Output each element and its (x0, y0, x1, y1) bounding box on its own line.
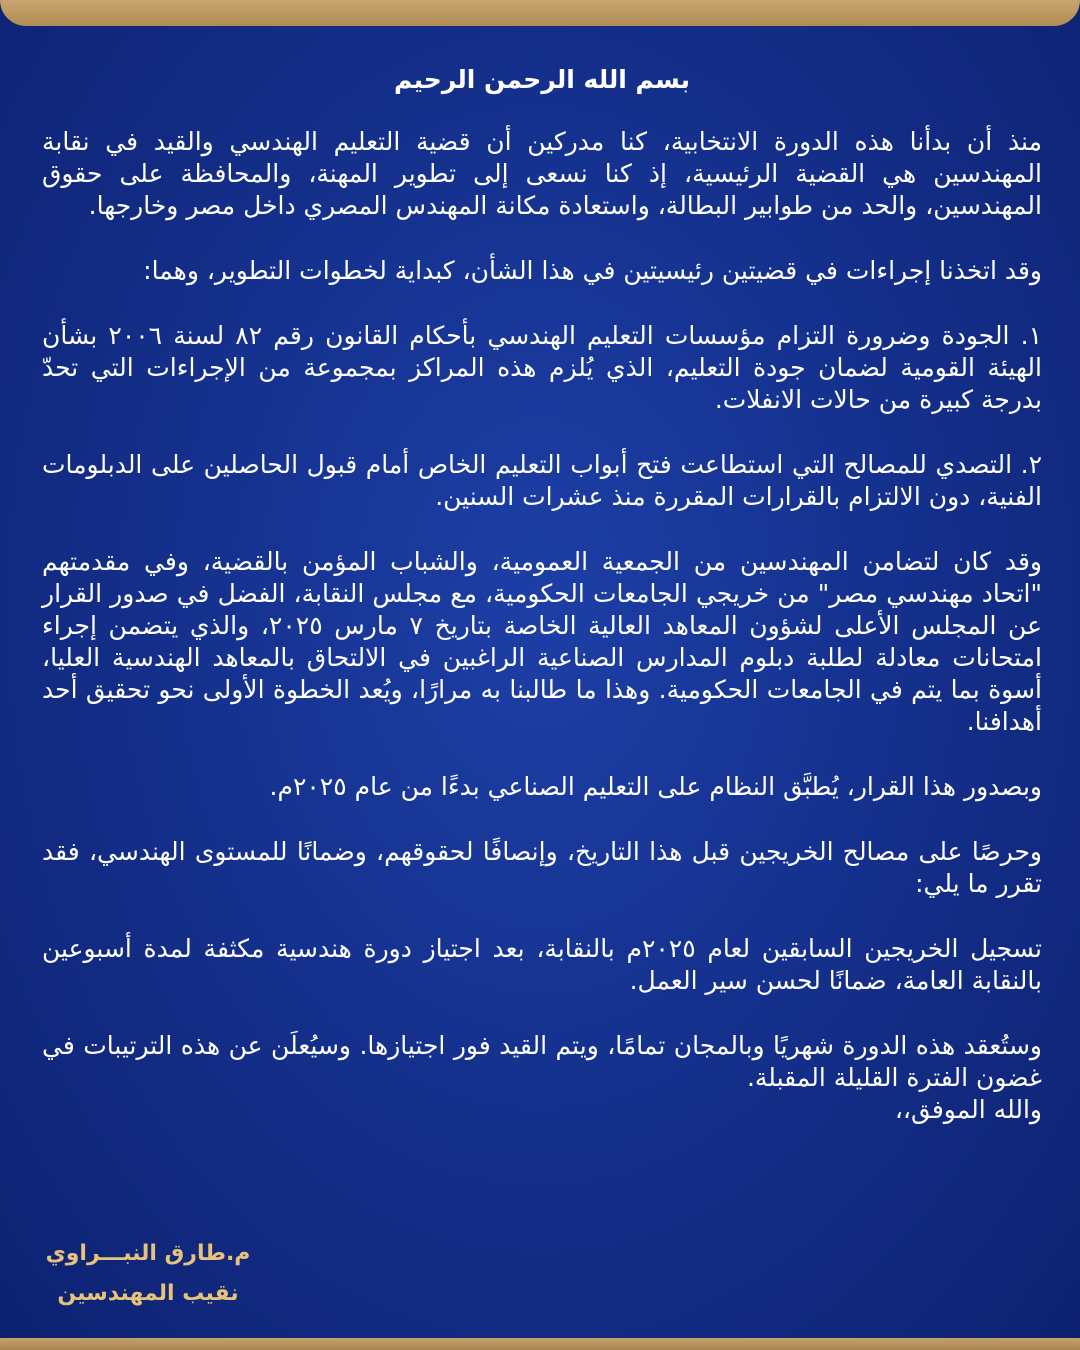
decision-paragraph: وقد كان لتضامن المهندسين من الجمعية العمومية، والشباب المؤمن بالقضية، وفي مقدمتهم "اتحاد مهندسي مصر" من خريجي الجامعات الحكومية، مع مجلس النقابة، الفضل في صدور القرار عن المجلس الأعلى لشؤون المعاهد العالية الخاصة بتاريخ ٧ مارس ٢٠٢٥، والذي يتضمن إجراء امتحانات معادلة لطلبة دبلوم المدارس الصناعية الراغبين في الالتحاق بالمعاهد الهندسية العليا، أسوة بما يتم في الجامعات الحكومية. وهذا ما طالبنا به مرارًا، ويُعد الخطوة الأولى نحو تحقيق أحد أهدافنا. (42, 547, 1042, 736)
course-paragraph: وستُعقد هذه الدورة شهريًا وبالمجان تمامًا، ويتم القيد فور اجتيازها. وسيُعلَن عن هذه الترتيبات في غضون الفترة القليلة المقبلة. (42, 1031, 1042, 1092)
basmala-heading: بسم الله الرحمن الرحيم (394, 65, 690, 94)
measures-intro-paragraph: وقد اتخذنا إجراءات في قضيتين رئيسيتين في هذا الشأن، كبداية لخطوات التطوير، وهما: (143, 256, 1042, 285)
measure-two-paragraph: ٢. التصدي للمصالح التي استطاعت فتح أبواب التعليم الخاص أمام قبول الحاصلين على الدبلومات الفنية، دون الالتزام بالقرارات المقررة منذ عشرات السنين. (42, 450, 1042, 511)
letter-body (42, 60, 1042, 1126)
bottom-gold-border (0, 1338, 1080, 1350)
closing-line: والله الموفق،، (894, 1095, 1042, 1124)
graduates-paragraph: وحرصًا على مصالح الخريجين قبل هذا التاريخ، وإنصافًا لحقوقهم، وضمانًا للمستوى الهندسي، فقد تقرر ما يلي: (42, 837, 1042, 898)
signatory-title: نقيب المهندسين (57, 1281, 239, 1306)
top-gold-border (0, 0, 1080, 26)
signature-block (38, 1234, 258, 1314)
intro-paragraph: منذ أن بدأنا هذه الدورة الانتخابية، كنا مدركين أن قضية التعليم الهندسي والقيد في نقابة المهندسين هي القضية الرئيسية، إذ كنا نسعى إلى تطوير المهنة، والمحافظة على حقوق المهندسين، والحد من طوابير البطالة، واستعادة مكانة المهندس المصري داخل مصر وخارجها. (42, 127, 1042, 220)
signatory-name: م.طارق النبـــراوي (45, 1241, 251, 1266)
application-paragraph: وبصدور هذا القرار، يُطبَّق النظام على التعليم الصناعي بدءًا من عام ٢٠٢٥م. (269, 772, 1042, 801)
registration-paragraph: تسجيل الخريجين السابقين لعام ٢٠٢٥م بالنقابة، بعد اجتياز دورة هندسية مكثفة لمدة أسبوعين بالنقابة العامة، ضمانًا لحسن سير العمل. (42, 934, 1042, 995)
measure-one-paragraph: ١. الجودة وضرورة التزام مؤسسات التعليم الهندسي بأحكام القانون رقم ٨٢ لسنة ٢٠٠٦ بشأن الهيئة القومية لضمان جودة التعليم، الذي يُلزم هذه المراكز بمجموعة من الإجراءات التي تحدّ بدرجة كبيرة من حالات الانفلات. (42, 321, 1043, 414)
